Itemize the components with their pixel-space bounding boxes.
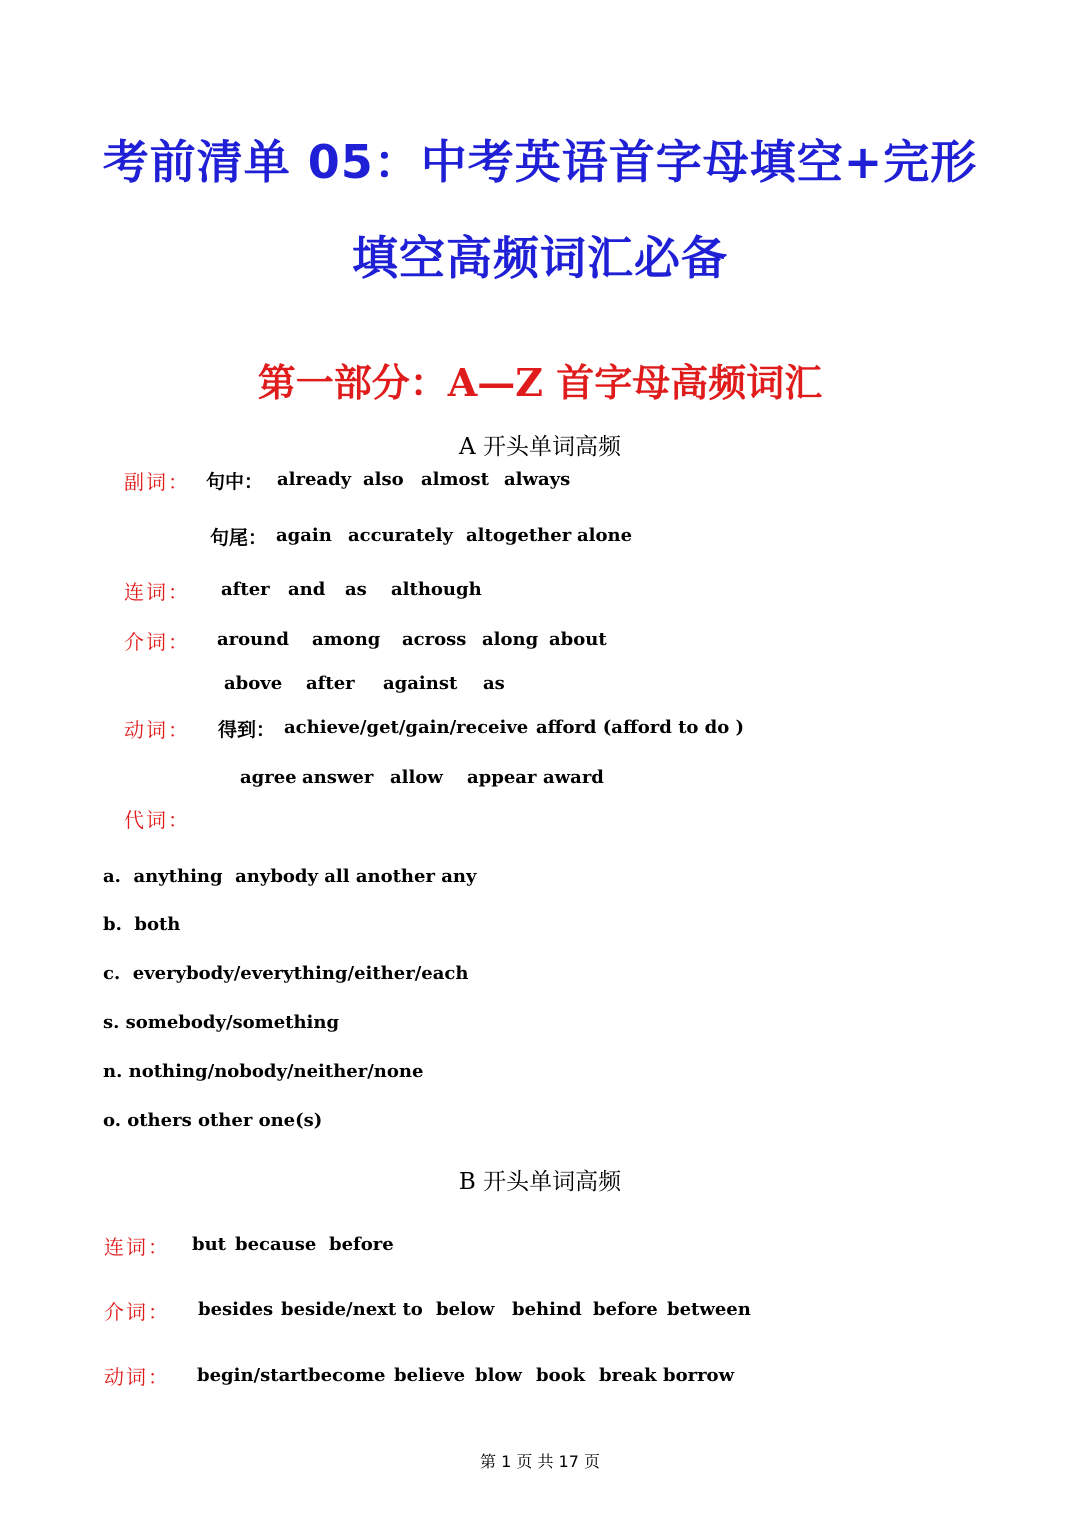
- pronoun-item-s: s. somebody/something: [103, 1012, 340, 1033]
- b-preposition-label: 介词：: [104, 1300, 170, 1324]
- pronoun-item-n: n. nothing/nobody/neither/none: [103, 1061, 424, 1082]
- document-title-line-1: 考前清单 05：中考英语首字母填空+完形: [102, 135, 978, 189]
- word-behind: behind: [512, 1299, 582, 1320]
- page-footer: 第 1 页 共 17 页: [480, 1452, 600, 1471]
- word-but: but: [192, 1234, 226, 1255]
- word-appear: appear: [467, 767, 537, 788]
- word-above: above: [224, 673, 283, 694]
- word-before: before: [329, 1234, 394, 1255]
- a-preposition-label: 介词：: [124, 630, 190, 654]
- word-again: again: [276, 525, 332, 546]
- word-altogether: altogether: [466, 525, 572, 546]
- b-conjunction-label: 连词：: [104, 1235, 170, 1259]
- word-between: between: [667, 1299, 751, 1320]
- a-adverb-label: 副词：: [124, 470, 190, 494]
- section-a-heading: A 开头单词高频: [459, 434, 621, 460]
- word-begin-start: begin/start: [197, 1365, 309, 1386]
- word-across: across: [402, 629, 467, 650]
- word-before-prep: before: [593, 1299, 658, 1320]
- word-around: around: [217, 629, 289, 650]
- word-along: along: [482, 629, 539, 650]
- word-already: already: [277, 469, 352, 490]
- word-about: about: [549, 629, 607, 650]
- a-adverb-end-label: 句尾：: [210, 527, 268, 549]
- word-among: among: [312, 629, 381, 650]
- word-borrow: borrow: [663, 1365, 735, 1386]
- word-book: book: [536, 1365, 586, 1386]
- document-title-line-2: 填空高频词汇必备: [352, 231, 728, 285]
- word-besides: besides: [198, 1299, 274, 1320]
- word-award: award: [543, 767, 604, 788]
- word-as: as: [345, 579, 367, 600]
- word-also: also: [363, 469, 404, 490]
- word-allow: allow: [390, 767, 443, 788]
- word-because: because: [235, 1234, 317, 1255]
- word-become: become: [308, 1365, 386, 1386]
- a-pronoun-label: 代词：: [124, 808, 190, 832]
- word-agree: agree: [240, 767, 297, 788]
- word-and: and: [288, 579, 326, 600]
- word-although: although: [391, 579, 482, 600]
- word-blow: blow: [475, 1365, 522, 1386]
- b-verb-label: 动词：: [104, 1365, 170, 1389]
- pronoun-item-c: c. everybody/everything/either/each: [103, 963, 469, 984]
- word-below: below: [436, 1299, 495, 1320]
- word-after: after: [221, 579, 270, 600]
- word-as-prep: as: [483, 673, 505, 694]
- word-afford: afford (afford to do ): [536, 717, 745, 738]
- word-beside-next-to: beside/next to: [281, 1299, 423, 1320]
- word-accurately: accurately: [348, 525, 453, 546]
- word-answer: answer: [302, 767, 374, 788]
- word-achieve-get-gain-receive: achieve/get/gain/receive: [284, 717, 529, 738]
- word-believe: believe: [394, 1365, 466, 1386]
- word-after-prep: after: [306, 673, 355, 694]
- section-b-heading: B 开头单词高频: [458, 1169, 622, 1195]
- pronoun-item-b: b. both: [103, 914, 181, 935]
- word-break: break: [599, 1365, 657, 1386]
- word-against: against: [383, 673, 458, 694]
- a-verb-label: 动词：: [124, 718, 190, 742]
- word-alone: alone: [577, 525, 633, 546]
- part-heading: 第一部分：A—Z 首字母高频词汇: [257, 360, 823, 405]
- pronoun-item-o: o. others other one(s): [103, 1110, 323, 1131]
- pronoun-item-a: a. anything anybody all another any: [103, 866, 477, 887]
- a-conjunction-label: 连词：: [124, 580, 190, 604]
- word-almost: almost: [421, 469, 490, 490]
- a-verb-get-label: 得到：: [218, 719, 276, 741]
- word-always: always: [504, 469, 571, 490]
- a-adverb-mid-label: 句中：: [206, 471, 264, 493]
